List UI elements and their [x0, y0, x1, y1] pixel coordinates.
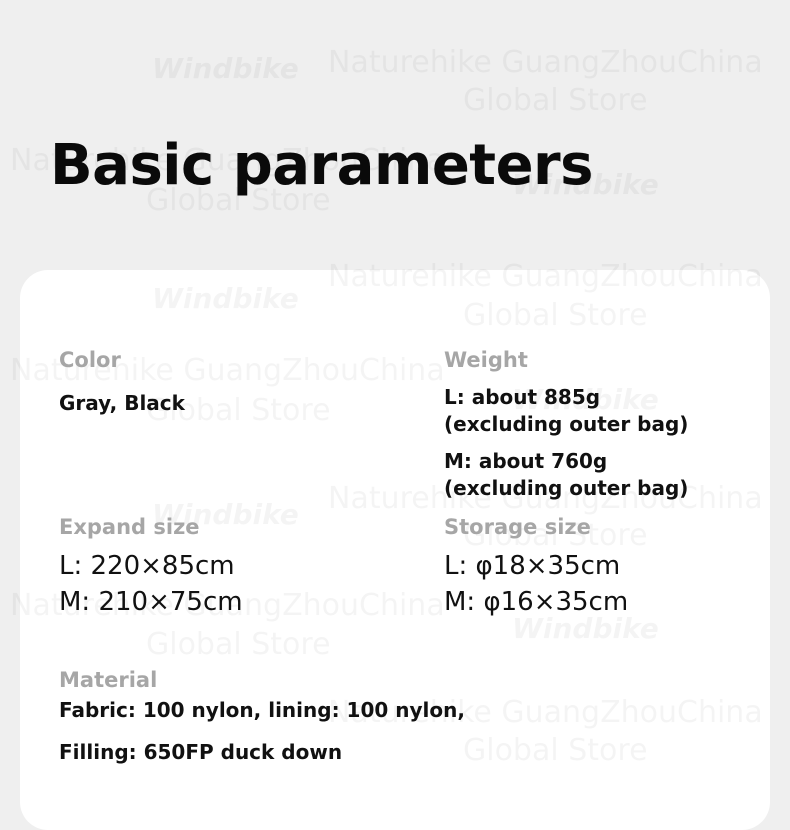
storage-size-label: Storage size [444, 515, 591, 539]
watermark-store-line1 [328, 42, 763, 84]
weight-m-value [444, 448, 688, 502]
color-label: Color [59, 348, 121, 372]
storage-size-m-value: M: φ16×35cm [444, 587, 629, 617]
weight-l-value [444, 384, 688, 438]
color-value: Gray, Black [59, 391, 185, 415]
expand-size-m-value: M: 210×75cm [59, 587, 243, 617]
material-filling-value: Filling: 650FP duck down [59, 740, 343, 764]
weight-label: Weight [444, 348, 528, 372]
watermark-logo [152, 52, 299, 85]
watermark-store-line2 [463, 80, 648, 122]
material-label: Material [59, 668, 158, 692]
weight-l-line1: L: about 885g [444, 385, 601, 409]
storage-size-l-value: L: φ18×35cm [444, 551, 621, 581]
weight-m-line2: (excluding outer bag) [444, 476, 689, 500]
expand-size-label: Expand size [59, 515, 200, 539]
weight-l-line2: (excluding outer bag) [444, 412, 689, 436]
material-fabric-value: Fabric: 100 nylon, lining: 100 nylon, [59, 698, 465, 722]
page-title: Basic parameters [50, 133, 594, 198]
weight-m-line1: M: about 760g [444, 449, 608, 473]
expand-size-l-value: L: 220×85cm [59, 551, 235, 581]
